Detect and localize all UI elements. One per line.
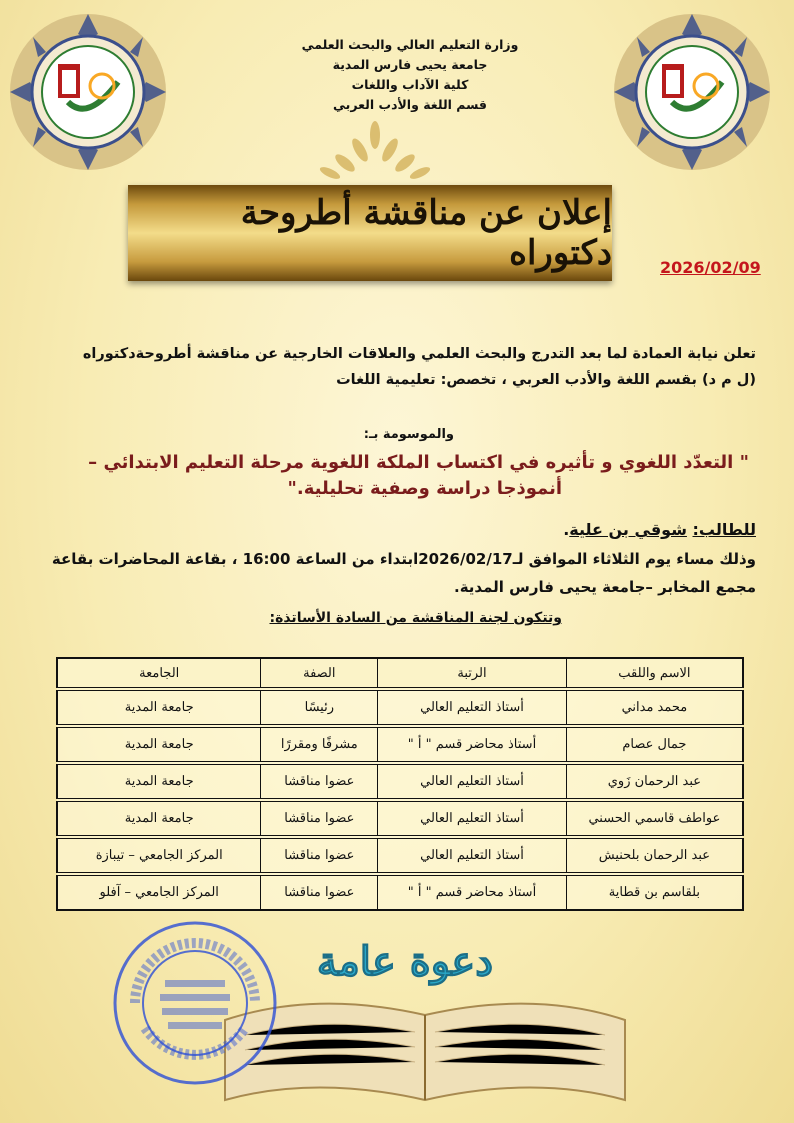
ministry-name: وزارة التعليم العالي والبحث العلمي bbox=[301, 37, 519, 52]
student-label: للطالب: bbox=[692, 520, 756, 539]
member-university: المركز الجامعي – تيبازة bbox=[57, 837, 261, 874]
institution-header bbox=[270, 35, 550, 115]
member-name: عبد الرحمان بلحنيش bbox=[566, 837, 743, 874]
member-university: جامعة المدية bbox=[57, 800, 261, 837]
student-name: شوقي بن علية bbox=[569, 520, 687, 539]
official-stamp bbox=[110, 918, 280, 1088]
intro-line-1: تعلن نيابة العمادة لما بعد التدرج والبحث العلمي والعلاقات الخارجية عن مناقشة أطروحةدكتوراه bbox=[82, 346, 756, 362]
member-university: جامعة المدية bbox=[57, 763, 261, 800]
member-rank: أستاذ التعليم العالي bbox=[378, 689, 567, 726]
banner-title: إعلان عن مناقشة أطروحة دكتوراه bbox=[240, 193, 612, 273]
invite-text: دعوة عامة bbox=[316, 938, 494, 985]
table-row bbox=[57, 800, 743, 837]
member-role: مشرفًا ومقررًا bbox=[261, 726, 378, 763]
header-university: الجامعة bbox=[57, 658, 261, 689]
member-university: جامعة المدية bbox=[57, 726, 261, 763]
university-emblem-right bbox=[612, 12, 772, 172]
announcement-banner bbox=[128, 185, 612, 281]
university-name: جامعة يحيى فارس المدية bbox=[332, 57, 488, 72]
member-role: رئيسًا bbox=[261, 689, 378, 726]
member-university: المركز الجامعي – آفلو bbox=[57, 874, 261, 910]
announcement-date: 2026/02/09 bbox=[660, 258, 761, 277]
member-rank: أستاذ التعليم العالي bbox=[378, 837, 567, 874]
member-rank: أستاذ محاضر قسم " أ " bbox=[378, 726, 567, 763]
schedule-line-2: مجمع المخابر –جامعة يحيى فارس المدية. bbox=[454, 578, 756, 596]
thesis-title-line-1: " التعدّد اللغوي و تأثيره في اكتساب الملكة اللغوية مرحلة التعليم الابتدائي – bbox=[88, 452, 749, 473]
table-row bbox=[57, 837, 743, 874]
table-row bbox=[57, 726, 743, 763]
table-row bbox=[57, 763, 743, 800]
member-name: عواطف قاسمي الحسني bbox=[566, 800, 743, 837]
member-role: عضوا مناقشا bbox=[261, 763, 378, 800]
committee-heading: وتتكون لجنة المناقشة من السادة الأساتذة: bbox=[269, 610, 562, 626]
header-rank: الرتبة bbox=[378, 658, 567, 689]
member-name: محمد مداني bbox=[566, 689, 743, 726]
table-row bbox=[57, 689, 743, 726]
member-rank: أستاذ التعليم العالي bbox=[378, 800, 567, 837]
table-row bbox=[57, 874, 743, 910]
member-rank: أستاذ التعليم العالي bbox=[378, 763, 567, 800]
faculty-name: كلية الآداب واللغات bbox=[351, 77, 469, 92]
member-name: عبد الرحمان زَوي bbox=[566, 763, 743, 800]
member-name: بلقاسم بن قطاية bbox=[566, 874, 743, 910]
intro-line-2: (ل م د) بقسم اللغة والأدب العربي ، تخصص: تعليمية اللغات bbox=[336, 372, 756, 388]
member-role: عضوا مناقشا bbox=[261, 874, 378, 910]
member-role: عضوا مناقشا bbox=[261, 800, 378, 837]
public-invitation-calligraphy bbox=[305, 920, 505, 1000]
header-role: الصفة bbox=[261, 658, 378, 689]
wheat-ornament-icon bbox=[290, 115, 460, 195]
entitled-label: والموسومة بـ: bbox=[363, 427, 454, 442]
member-university: جامعة المدية bbox=[57, 689, 261, 726]
thesis-title-line-2: أنموذجا دراسة وصفية تحليلية." bbox=[287, 478, 562, 499]
table-header-row bbox=[57, 658, 743, 689]
member-rank: أستاذ محاضر قسم " أ " bbox=[378, 874, 567, 910]
committee-table bbox=[56, 657, 744, 911]
header-name: الاسم واللقب bbox=[566, 658, 743, 689]
student-line: للطالب: شوقي بن علية. bbox=[563, 520, 756, 539]
schedule-line-1: وذلك مساء يوم الثلاثاء الموافق لـ2026/02/17ابتداء من الساعة 16:00 ، بقاعة المحاضرات بقاعة bbox=[51, 550, 756, 568]
member-name: جمال عصام bbox=[566, 726, 743, 763]
department-name: قسم اللغة والأدب العربي bbox=[333, 97, 487, 112]
member-role: عضوا مناقشا bbox=[261, 837, 378, 874]
university-emblem-left bbox=[8, 12, 168, 172]
